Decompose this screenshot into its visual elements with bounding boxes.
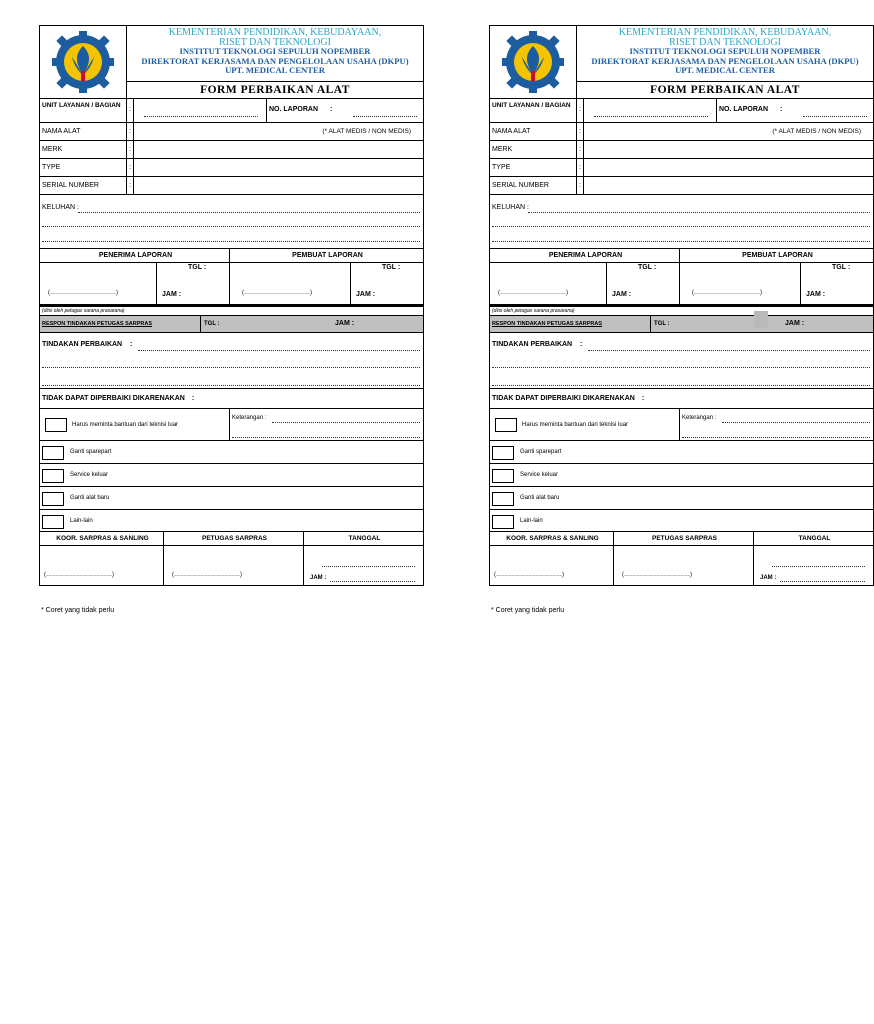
- serial-label: SERIAL NUMBER: [42, 182, 99, 189]
- no-laporan-text: NO. LAPORAN: [269, 106, 318, 113]
- option-row: [40, 463, 423, 486]
- dotted-line: [322, 566, 415, 567]
- directorate-line: DIREKTORAT KERJASAMA DAN PENGELOLAAN USAHA (DKPU): [141, 55, 409, 66]
- keluhan-row[interactable]: [40, 194, 423, 248]
- directorate-line: DIREKTORAT KERJASAMA DAN PENGELOLAAN USAHA (DKPU): [591, 55, 859, 66]
- sign-blank: (……………………………): [44, 572, 114, 578]
- respon-jam[interactable]: JAM :: [785, 320, 805, 327]
- option-row: [490, 509, 873, 531]
- option-row: [40, 509, 423, 531]
- unit-line: UPT. MEDICAL CENTER: [225, 65, 325, 75]
- nama-alat-label: NAMA ALAT: [492, 128, 531, 135]
- page-scroll-tab[interactable]: [754, 311, 768, 328]
- colon: :: [576, 123, 584, 140]
- penerima-label: PENERIMA LAPORAN: [40, 249, 230, 262]
- approval-header-row: [40, 531, 423, 545]
- dotted-line: [528, 212, 870, 213]
- option-row: [490, 463, 873, 486]
- form-header: [490, 26, 873, 98]
- serial-input[interactable]: [134, 177, 423, 194]
- type-label: TYPE: [42, 164, 61, 171]
- colon: :: [576, 177, 584, 194]
- merk-row: [40, 140, 423, 158]
- keluhan-label: KELUHAN :: [42, 204, 79, 211]
- respon-note-row: [40, 307, 423, 315]
- divider: [606, 263, 607, 304]
- option-row: [490, 440, 873, 463]
- no-laporan-input[interactable]: [797, 99, 873, 122]
- unit-input[interactable]: [584, 99, 717, 122]
- option-label: Lain-lain: [520, 518, 543, 524]
- colon: :: [576, 141, 584, 158]
- tidak-dapat-label: [40, 389, 194, 408]
- ministry-line-2: RISET DAN TEKNOLOGI: [219, 36, 331, 48]
- serial-label: SERIAL NUMBER: [492, 182, 549, 189]
- nama-alat-row: [490, 122, 873, 140]
- tindakan-label: TINDAKAN PERBAIKAN: [492, 341, 573, 348]
- checkbox[interactable]: [45, 418, 67, 432]
- tgl-label: TGL :: [638, 264, 657, 271]
- tidak-dapat-text: TIDAK DAPAT DIPERBAIKI DIKARENAKAN: [492, 395, 635, 402]
- jam-label: JAM :: [162, 291, 182, 298]
- no-laporan-label: [717, 99, 797, 122]
- signature-header-row: [40, 248, 423, 262]
- unit-label: UNIT LAYANAN / BAGIAN: [42, 102, 121, 109]
- dotted-line: [232, 437, 420, 438]
- dotted-line: [780, 581, 865, 582]
- merk-label: MERK: [42, 146, 63, 153]
- tanggal-label: TANGGAL: [798, 535, 831, 542]
- approval-header-row: [490, 531, 873, 545]
- divider: [350, 263, 351, 304]
- form-frame: [39, 25, 424, 586]
- dotted-line: [272, 422, 420, 423]
- type-input[interactable]: [134, 159, 423, 176]
- keterangan-cell[interactable]: [230, 409, 423, 440]
- option-row: [40, 486, 423, 509]
- footnote: * Coret yang tidak perlu: [41, 607, 115, 614]
- dotted-line: [353, 116, 417, 117]
- approval-sign-row: [490, 545, 873, 585]
- colon: :: [329, 106, 333, 113]
- institution-lines: [127, 26, 423, 81]
- its-logo-icon: [502, 31, 564, 93]
- institute-line: INSTITUT TEKNOLOGI SEPULUH NOPEMBER: [629, 46, 821, 56]
- signature-row: [40, 262, 423, 304]
- respon-row: [490, 315, 873, 332]
- keluhan-row[interactable]: [490, 194, 873, 248]
- pembuat-sign-cell[interactable]: [680, 263, 873, 304]
- unit-line: UPT. MEDICAL CENTER: [675, 65, 775, 75]
- sign-blank: (……………………………): [172, 572, 242, 578]
- tgl-label: TGL :: [188, 264, 207, 271]
- signature-header-row: [490, 248, 873, 262]
- jam-label: JAM :: [806, 291, 826, 298]
- penerima-label: PENERIMA LAPORAN: [490, 249, 680, 262]
- dotted-line: [682, 437, 870, 438]
- colon: :: [126, 99, 134, 122]
- logo-cell: [40, 26, 127, 98]
- colon: :: [580, 341, 583, 348]
- dotted-line: [330, 581, 415, 582]
- form-title: FORM PERBAIKAN ALAT: [127, 81, 423, 99]
- keterangan-cell[interactable]: [680, 409, 873, 440]
- jam-label: JAM :: [310, 575, 327, 581]
- dotted-line: [594, 116, 708, 117]
- dotted-line: [492, 385, 870, 386]
- dotted-line: [803, 116, 867, 117]
- option-row: [490, 408, 873, 440]
- no-laporan-input[interactable]: [347, 99, 423, 122]
- colon: :: [576, 159, 584, 176]
- merk-row: [490, 140, 873, 158]
- option-row: [490, 486, 873, 509]
- pembuat-sign-cell[interactable]: [230, 263, 423, 304]
- serial-row: [40, 176, 423, 194]
- tidak-dapat-row: [490, 388, 873, 408]
- type-label: TYPE: [492, 164, 511, 171]
- checkbox[interactable]: [42, 492, 64, 506]
- colon: :: [191, 395, 195, 402]
- respon-tgl[interactable]: TGL :: [650, 316, 785, 332]
- colon: :: [576, 99, 584, 122]
- nama-alat-row: [40, 122, 423, 140]
- respon-note-row: [490, 307, 873, 315]
- serial-row: [490, 176, 873, 194]
- institute-line: INSTITUT TEKNOLOGI SEPULUH NOPEMBER: [179, 46, 371, 56]
- pembuat-label: PEMBUAT LAPORAN: [742, 252, 813, 259]
- footnote: * Coret yang tidak perlu: [491, 607, 565, 614]
- dotted-line: [588, 350, 870, 351]
- respon-note: (diisi oleh petugas sarana prasarana): [492, 308, 575, 314]
- jam-label: JAM :: [356, 291, 376, 298]
- tgl-label: TGL :: [382, 264, 401, 271]
- type-input[interactable]: [584, 159, 873, 176]
- form-frame: [489, 25, 874, 586]
- colon: :: [641, 395, 645, 402]
- colon: :: [126, 177, 134, 194]
- tanggal-cell[interactable]: [754, 546, 873, 585]
- header-text: [127, 26, 423, 98]
- checkbox[interactable]: [42, 515, 64, 529]
- ministry-line: KEMENTERIAN PENDIDIKAN, KEBUDAYAAN,: [168, 27, 382, 38]
- divider: [156, 263, 157, 304]
- dotted-line: [144, 116, 258, 117]
- option-cell: [490, 409, 680, 440]
- sign-blank: (……………………………): [692, 290, 762, 296]
- approval-sign-row: [40, 545, 423, 585]
- koor-label: KOOR. SARPRAS & SANLING: [40, 532, 164, 545]
- serial-input[interactable]: [584, 177, 873, 194]
- sign-blank: (……………………………): [48, 290, 118, 296]
- tindakan-row[interactable]: [40, 332, 423, 388]
- merk-label: MERK: [492, 146, 513, 153]
- tidak-dapat-label: [490, 389, 644, 408]
- option-row: [40, 408, 423, 440]
- ministry-line-2: RISET DAN TEKNOLOGI: [669, 36, 781, 48]
- header-text: [577, 26, 873, 98]
- respon-row: [40, 315, 423, 332]
- colon: :: [130, 341, 133, 348]
- checkbox[interactable]: [492, 446, 514, 460]
- petugas-label: PETUGAS SARPRAS: [164, 532, 304, 545]
- dotted-line: [42, 367, 420, 368]
- sign-blank: (……………………………): [498, 290, 568, 296]
- sign-blank: (……………………………): [622, 572, 692, 578]
- repair-form: [489, 25, 874, 586]
- alat-type-note: (* ALAT MEDIS / NON MEDIS): [772, 128, 861, 135]
- checkbox[interactable]: [42, 469, 64, 483]
- merk-input[interactable]: [584, 141, 873, 158]
- dotted-line: [138, 350, 420, 351]
- jam-label: JAM :: [612, 291, 632, 298]
- option-label: Ganti sparepart: [520, 449, 562, 455]
- sign-blank: (……………………………): [494, 572, 564, 578]
- respon-label: RESPON TINDAKAN PETUGAS SARPRAS: [492, 321, 603, 327]
- jam-label: JAM :: [760, 575, 777, 581]
- unit-row: [490, 98, 873, 122]
- nama-alat-label: NAMA ALAT: [42, 128, 81, 135]
- petugas-sign-cell[interactable]: [614, 546, 754, 585]
- checkbox[interactable]: [492, 492, 514, 506]
- tidak-dapat-row: [40, 388, 423, 408]
- checkbox[interactable]: [492, 515, 514, 529]
- dotted-line: [722, 422, 870, 423]
- dotted-line: [772, 566, 865, 567]
- unit-row: [40, 98, 423, 122]
- type-row: [490, 158, 873, 176]
- tgl-label: TGL :: [832, 264, 851, 271]
- penerima-sign-cell[interactable]: [490, 263, 680, 304]
- form-title: FORM PERBAIKAN ALAT: [577, 81, 873, 99]
- no-laporan-text: NO. LAPORAN: [719, 106, 768, 113]
- koor-sign-cell[interactable]: [490, 546, 614, 585]
- dotted-line: [492, 367, 870, 368]
- pembuat-label: PEMBUAT LAPORAN: [292, 252, 363, 259]
- respon-tgl[interactable]: TGL :: [200, 316, 335, 332]
- ministry-line: KEMENTERIAN PENDIDIKAN, KEBUDAYAAN,: [618, 27, 832, 38]
- option-label: Harus meminta bantuan dari teknisi luar: [522, 422, 629, 428]
- respon-label: RESPON TINDAKAN PETUGAS SARPRAS: [42, 321, 153, 327]
- penerima-sign-cell[interactable]: [40, 263, 230, 304]
- option-cell: [40, 409, 230, 440]
- institution-lines: [577, 26, 873, 81]
- colon: :: [126, 141, 134, 158]
- option-label: Ganti sparepart: [70, 449, 112, 455]
- checkbox[interactable]: [42, 446, 64, 460]
- option-label: Ganti alat baru: [520, 495, 560, 501]
- keluhan-label: KELUHAN :: [492, 204, 529, 211]
- logo-cell: [490, 26, 577, 98]
- unit-input[interactable]: [134, 99, 267, 122]
- petugas-label: PETUGAS SARPRAS: [614, 532, 754, 545]
- tanggal-cell[interactable]: [304, 546, 423, 585]
- dotted-line: [492, 241, 870, 242]
- checkbox[interactable]: [492, 469, 514, 483]
- unit-label: UNIT LAYANAN / BAGIAN: [492, 102, 571, 109]
- repair-form: [39, 25, 424, 586]
- form-header: [40, 26, 423, 98]
- petugas-sign-cell[interactable]: [164, 546, 304, 585]
- no-laporan-label: [267, 99, 347, 122]
- dotted-line: [492, 226, 870, 227]
- checkbox[interactable]: [495, 418, 517, 432]
- sign-blank: (……………………………): [242, 290, 312, 296]
- koor-label: KOOR. SARPRAS & SANLING: [490, 532, 614, 545]
- nama-alat-input[interactable]: [134, 123, 423, 140]
- colon: :: [126, 159, 134, 176]
- tindakan-label: TINDAKAN PERBAIKAN: [42, 341, 123, 348]
- tidak-dapat-text: TIDAK DAPAT DIPERBAIKI DIKARENAKAN: [42, 395, 185, 402]
- colon: :: [126, 123, 134, 140]
- its-logo-icon: [52, 31, 114, 93]
- type-row: [40, 158, 423, 176]
- dotted-line: [42, 385, 420, 386]
- option-label: Ganti alat baru: [70, 495, 110, 501]
- dotted-line: [78, 212, 420, 213]
- nama-alat-input[interactable]: [584, 123, 873, 140]
- option-label: Lain-lain: [70, 518, 93, 524]
- colon: :: [779, 106, 783, 113]
- alat-type-note: (* ALAT MEDIS / NON MEDIS): [322, 128, 411, 135]
- keterangan-label: Keterangan :: [682, 415, 717, 421]
- koor-sign-cell[interactable]: [40, 546, 164, 585]
- respon-note: (diisi oleh petugas sarana prasarana): [42, 308, 125, 314]
- option-label: Harus meminta bantuan dari teknisi luar: [72, 422, 179, 428]
- option-row: [40, 440, 423, 463]
- tanggal-label: TANGGAL: [348, 535, 381, 542]
- keterangan-label: Keterangan :: [232, 415, 267, 421]
- respon-jam[interactable]: JAM :: [335, 320, 355, 327]
- tindakan-row[interactable]: [490, 332, 873, 388]
- dotted-line: [42, 226, 420, 227]
- option-label: Service keluar: [70, 472, 109, 478]
- divider: [800, 263, 801, 304]
- signature-row: [490, 262, 873, 304]
- merk-input[interactable]: [134, 141, 423, 158]
- option-label: Service keluar: [520, 472, 559, 478]
- dotted-line: [42, 241, 420, 242]
